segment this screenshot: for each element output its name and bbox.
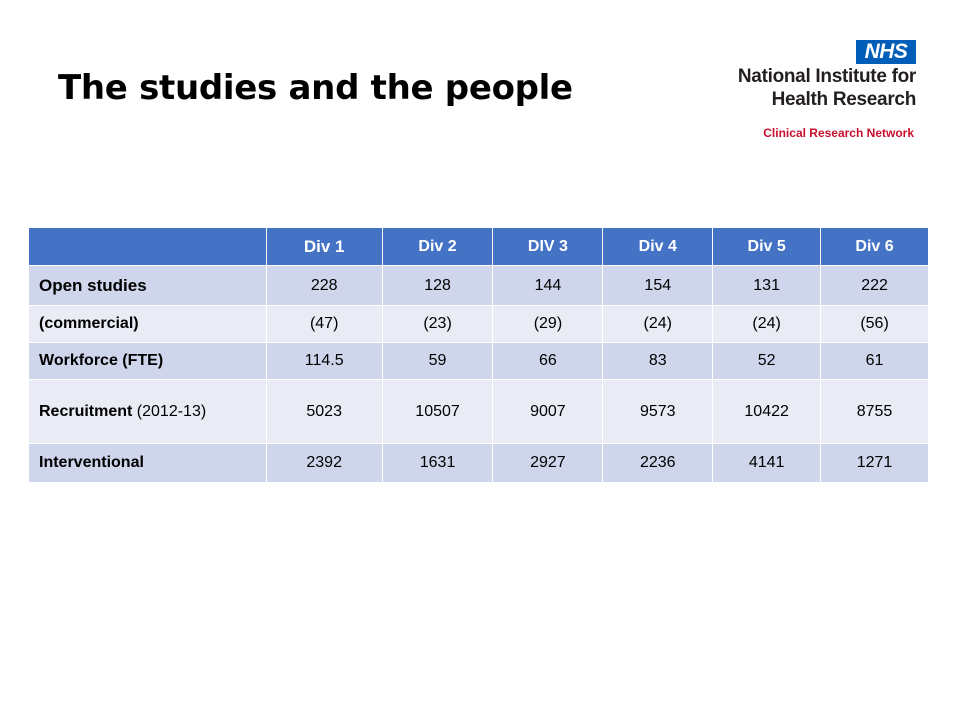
row-label: (commercial) [29, 306, 267, 343]
table-cell: 9007 [493, 380, 603, 444]
table-cell: 59 [382, 343, 493, 380]
header-cell-div3: DIV 3 [493, 228, 603, 266]
header-cell-empty [29, 228, 267, 266]
header-cell-div6: Div 6 [821, 228, 929, 266]
table-row-interventional [29, 444, 929, 483]
table-cell: 4141 [713, 444, 821, 483]
table-cell: (24) [713, 306, 821, 343]
nihr-logo [700, 36, 920, 146]
table-cell: (56) [821, 306, 929, 343]
header-cell-div2: Div 2 [382, 228, 493, 266]
table-cell: 1631 [382, 444, 493, 483]
table-cell: 2236 [603, 444, 713, 483]
header-cell-div1: Div 1 [266, 228, 382, 266]
table-header-row [29, 228, 929, 266]
header-cell-div5: Div 5 [713, 228, 821, 266]
table-cell: 61 [821, 343, 929, 380]
table-cell: 131 [713, 266, 821, 306]
table-cell: 10422 [713, 380, 821, 444]
table-cell: 9573 [603, 380, 713, 444]
table-row-commercial [29, 306, 929, 343]
table-row-workforce [29, 343, 929, 380]
row-label: Recruitment (2012-13) [29, 380, 267, 444]
table-cell: (24) [603, 306, 713, 343]
table-cell: 10507 [382, 380, 493, 444]
nhs-logo-badge: NHS [856, 40, 916, 64]
table-cell: (23) [382, 306, 493, 343]
table-cell: (47) [266, 306, 382, 343]
row-label: Interventional [29, 444, 267, 483]
table-cell: 83 [603, 343, 713, 380]
table-cell: 5023 [266, 380, 382, 444]
table-cell: 66 [493, 343, 603, 380]
table-cell: 2927 [493, 444, 603, 483]
table-row-recruitment [29, 380, 929, 444]
table-cell: 114.5 [266, 343, 382, 380]
row-label: Open studies [29, 266, 267, 306]
slide-title: The studies and the people [58, 68, 573, 108]
table-cell: 8755 [821, 380, 929, 444]
table-cell: 1271 [821, 444, 929, 483]
division-stats-table [28, 227, 929, 483]
table-cell: 154 [603, 266, 713, 306]
logo-text-line2: Health Research [771, 89, 916, 110]
logo-text-crn: Clinical Research Network [763, 126, 914, 140]
header-cell-div4: Div 4 [603, 228, 713, 266]
table-cell: 52 [713, 343, 821, 380]
table-cell: 144 [493, 266, 603, 306]
row-label: Workforce (FTE) [29, 343, 267, 380]
table-cell: 228 [266, 266, 382, 306]
logo-text-line1: National Institute for [737, 66, 916, 87]
table-cell: 222 [821, 266, 929, 306]
table-cell: 2392 [266, 444, 382, 483]
table-cell: (29) [493, 306, 603, 343]
table-cell: 128 [382, 266, 493, 306]
table-row-open-studies [29, 266, 929, 306]
